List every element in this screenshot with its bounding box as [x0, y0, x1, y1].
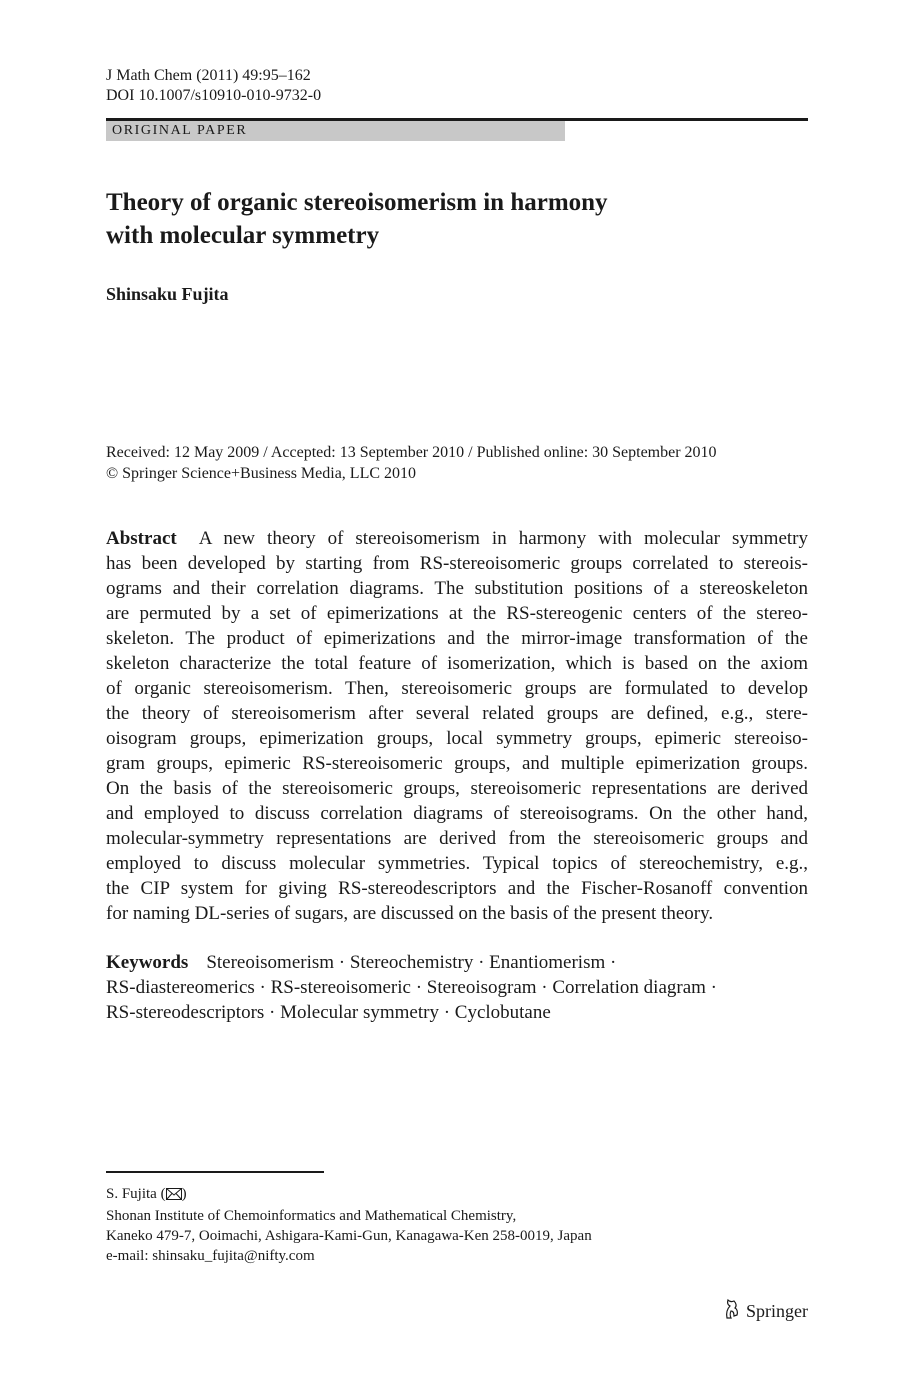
title-line-2: with molecular symmetry — [106, 222, 380, 249]
keywords-label: Keywords — [106, 952, 189, 973]
abstract-line: oisogram groups, epimerization groups, local symmetry groups, epimeric stereoiso- — [106, 728, 808, 749]
keywords-line: RS-diastereomerics · RS-stereoisomeric · Stereoisogram · Correlation diagram · — [106, 977, 717, 998]
publisher-name: Springer — [746, 1301, 808, 1321]
abstract-line: molecular-symmetry representations are derived from the stereoisomeric groups and — [106, 828, 808, 849]
journal-info — [106, 66, 321, 106]
publisher-logo — [722, 1298, 808, 1325]
copyright-line: © Springer Science+Business Media, LLC 2010 — [106, 465, 417, 482]
journal-citation: J Math Chem (2011) 49:95–162 — [106, 67, 311, 84]
abstract-line: On the basis of the stereoisomeric groups, stereoisomeric representations are derived — [106, 778, 808, 799]
abstract-line: are permuted by a set of epimerizations at the RS-stereogenic centers of the stereo- — [106, 603, 808, 624]
institute-name: Shonan Institute of Chemoinformatics and Mathematical Chemistry, — [106, 1208, 517, 1224]
abstract-line: skeleton characterize the total feature of isomerization, which is based on the axiom — [106, 653, 808, 674]
keywords-line: RS-stereodescriptors · Molecular symmetry · Cyclobutane — [106, 1002, 551, 1023]
abstract-line: for naming DL-series of sugars, are discussed on the basis of the present theory. — [106, 903, 714, 924]
paper-type-banner: ORIGINAL PAPER — [106, 121, 565, 141]
institute-address: Kaneko 479-7, Ooimachi, Ashigara-Kami-Gun, Kanagawa-Ken 258-0019, Japan — [106, 1228, 592, 1244]
abstract-line: of organic stereoisomerism. Then, stereoisomeric groups are formulated to develop — [106, 678, 808, 699]
abstract-line: employed to discuss molecular symmetries. Typical topics of stereochemistry, e.g., — [106, 853, 808, 874]
publication-dates — [106, 442, 808, 484]
keywords — [106, 950, 808, 1025]
title-line-1: Theory of organic stereoisomerism in harmony — [106, 189, 608, 216]
abstract-line: the theory of stereoisomerism after several related groups are defined, e.g., stere- — [106, 703, 808, 724]
abstract-line: Abstract A new theory of stereoisomerism in harmony with molecular symmetry — [106, 528, 808, 549]
abstract-line: ograms and their correlation diagrams. The substitution positions of a stereoskeleton — [106, 578, 808, 599]
envelope-icon — [166, 1186, 182, 1206]
abstract-line: the CIP system for giving RS-stereodescriptors and the Fischer-Rosanoff convention — [106, 878, 808, 899]
corresponding-author: S. Fujita ( ) — [106, 1184, 592, 1206]
abstract — [106, 526, 808, 926]
abstract-line: gram groups, epimeric RS-stereoisomeric groups, and multiple epimerization groups. — [106, 753, 808, 774]
keywords-line: Keywords Stereoisomerism · Stereochemistry · Enantiomerism · — [106, 952, 617, 973]
author-name: Shinsaku Fujita — [106, 284, 229, 304]
springer-horse-icon — [722, 1298, 742, 1325]
journal-doi: DOI 10.1007/s10910-010-9732-0 — [106, 87, 322, 104]
author-email: e-mail: shinsaku_fujita@nifty.com — [106, 1248, 315, 1264]
abstract-line: has been developed by starting from RS-stereoisomeric groups correlated to stereois- — [106, 553, 808, 574]
abstract-label: Abstract — [106, 528, 177, 549]
history-dates: Received: 12 May 2009 / Accepted: 13 September 2010 / Published online: 30 September 2010 — [106, 444, 717, 461]
author-affiliation — [106, 1184, 592, 1266]
paper-page — [106, 0, 808, 1388]
footnote-rule — [106, 1171, 324, 1173]
abstract-line: and employed to discuss correlation diagrams of stereoisograms. On the other hand, — [106, 803, 808, 824]
paper-title — [106, 186, 706, 252]
abstract-line: skeleton. The product of epimerizations and the mirror-image transformation of the — [106, 628, 808, 649]
